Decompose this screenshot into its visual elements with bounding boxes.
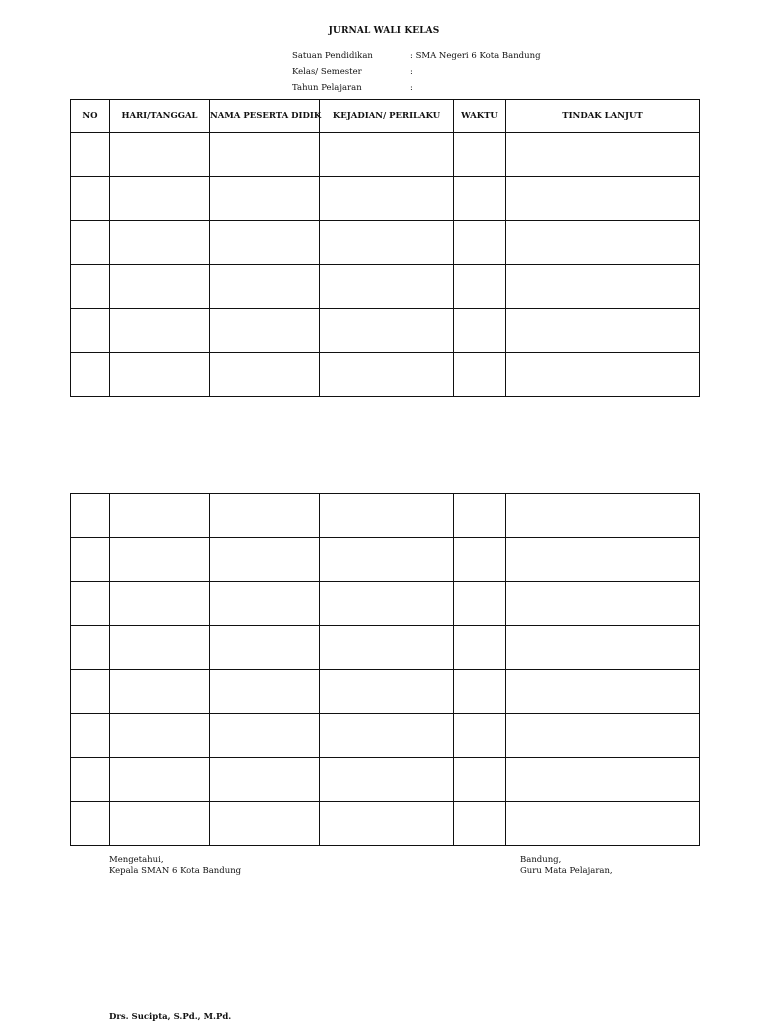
teacher-block	[520, 855, 613, 877]
cell-incident	[320, 265, 454, 309]
cell-date	[110, 177, 210, 221]
table-row	[71, 670, 700, 714]
cell-student-name	[210, 221, 320, 265]
cell-student-name	[210, 353, 320, 397]
table-row	[71, 133, 700, 177]
cell-date	[110, 221, 210, 265]
cell-follow-up	[506, 670, 700, 714]
info-value: :	[410, 67, 413, 77]
table-row	[71, 353, 700, 397]
cell-student-name	[210, 802, 320, 846]
cell-date	[110, 582, 210, 626]
cell-time	[454, 265, 506, 309]
cell-follow-up	[506, 265, 700, 309]
cell-no	[71, 133, 110, 177]
cell-date	[110, 353, 210, 397]
table-row	[71, 582, 700, 626]
cell-no	[71, 538, 110, 582]
journal-table	[70, 99, 700, 397]
cell-no	[71, 353, 110, 397]
acknowledgement-block	[109, 855, 241, 877]
teacher-title: Guru Mata Pelajaran,	[520, 866, 613, 876]
table-row	[71, 538, 700, 582]
cell-incident	[320, 670, 454, 714]
cell-no	[71, 670, 110, 714]
table-row	[71, 221, 700, 265]
cell-no	[71, 582, 110, 626]
cell-student-name	[210, 309, 320, 353]
cell-date	[110, 494, 210, 538]
cell-date	[110, 309, 210, 353]
cell-incident	[320, 177, 454, 221]
cell-student-name	[210, 177, 320, 221]
cell-date	[110, 758, 210, 802]
cell-time	[454, 221, 506, 265]
cell-date	[110, 133, 210, 177]
info-label: Kelas/ Semester	[292, 67, 362, 77]
cell-incident	[320, 582, 454, 626]
cell-follow-up	[506, 353, 700, 397]
cell-time	[454, 758, 506, 802]
table-row	[71, 802, 700, 846]
cell-follow-up	[506, 133, 700, 177]
column-header-date: HARI/TANGGAL	[110, 100, 210, 133]
cell-follow-up	[506, 309, 700, 353]
cell-no	[71, 309, 110, 353]
cell-incident	[320, 626, 454, 670]
cell-student-name	[210, 670, 320, 714]
cell-follow-up	[506, 802, 700, 846]
column-header-follow-up: TINDAK LANJUT	[506, 100, 700, 133]
table-row	[71, 758, 700, 802]
cell-student-name	[210, 265, 320, 309]
info-value: : SMA Negeri 6 Kota Bandung	[410, 51, 541, 61]
cell-no	[71, 494, 110, 538]
cell-incident	[320, 133, 454, 177]
cell-student-name	[210, 494, 320, 538]
principal-title: Kepala SMAN 6 Kota Bandung	[109, 866, 242, 876]
cell-no	[71, 758, 110, 802]
table-row	[71, 265, 700, 309]
cell-student-name	[210, 133, 320, 177]
cell-follow-up	[506, 582, 700, 626]
cell-no	[71, 714, 110, 758]
cell-incident	[320, 494, 454, 538]
cell-student-name	[210, 714, 320, 758]
cell-follow-up	[506, 538, 700, 582]
cell-incident	[320, 353, 454, 397]
cell-time	[454, 582, 506, 626]
table-row	[71, 714, 700, 758]
cell-no	[71, 626, 110, 670]
info-value: :	[410, 83, 413, 93]
cell-time	[454, 494, 506, 538]
cell-student-name	[210, 582, 320, 626]
cell-date	[110, 714, 210, 758]
table-row	[71, 626, 700, 670]
cell-student-name	[210, 538, 320, 582]
column-header-time: WAKTU	[454, 100, 506, 133]
cell-date	[110, 626, 210, 670]
cell-time	[454, 670, 506, 714]
cell-follow-up	[506, 177, 700, 221]
cell-follow-up	[506, 221, 700, 265]
cell-date	[110, 670, 210, 714]
cell-follow-up	[506, 714, 700, 758]
cell-incident	[320, 538, 454, 582]
table-row	[71, 494, 700, 538]
cell-student-name	[210, 758, 320, 802]
cell-follow-up	[506, 758, 700, 802]
cell-no	[71, 221, 110, 265]
cell-incident	[320, 714, 454, 758]
cell-time	[454, 626, 506, 670]
cell-incident	[320, 309, 454, 353]
cell-follow-up	[506, 494, 700, 538]
info-label: Satuan Pendidikan	[292, 51, 373, 61]
cell-no	[71, 177, 110, 221]
place-date-label: Bandung,	[520, 855, 562, 865]
table-row	[71, 177, 700, 221]
column-header-student-name: NAMA PESERTA DIDIK	[210, 100, 320, 133]
document-title: JURNAL WALI KELAS	[328, 26, 440, 36]
cell-date	[110, 265, 210, 309]
cell-time	[454, 309, 506, 353]
info-label: Tahun Pelajaran	[292, 83, 362, 93]
journal-table-continued	[70, 493, 700, 846]
cell-student-name	[210, 626, 320, 670]
acknowledged-label: Mengetahui,	[109, 855, 164, 865]
cell-follow-up	[506, 626, 700, 670]
cell-time	[454, 802, 506, 846]
column-header-incident: KEJADIAN/ PERILAKU	[320, 100, 454, 133]
cell-time	[454, 353, 506, 397]
cell-incident	[320, 802, 454, 846]
cell-no	[71, 265, 110, 309]
cell-incident	[320, 221, 454, 265]
principal-signature-name: Drs. Sucipta, S.Pd., M.Pd.	[109, 1012, 232, 1022]
cell-incident	[320, 758, 454, 802]
cell-time	[454, 177, 506, 221]
column-header-no: NO	[71, 100, 110, 133]
cell-no	[71, 802, 110, 846]
cell-time	[454, 714, 506, 758]
cell-time	[454, 133, 506, 177]
table-row	[71, 309, 700, 353]
cell-time	[454, 538, 506, 582]
cell-date	[110, 802, 210, 846]
table-header-row	[71, 100, 700, 133]
cell-date	[110, 538, 210, 582]
